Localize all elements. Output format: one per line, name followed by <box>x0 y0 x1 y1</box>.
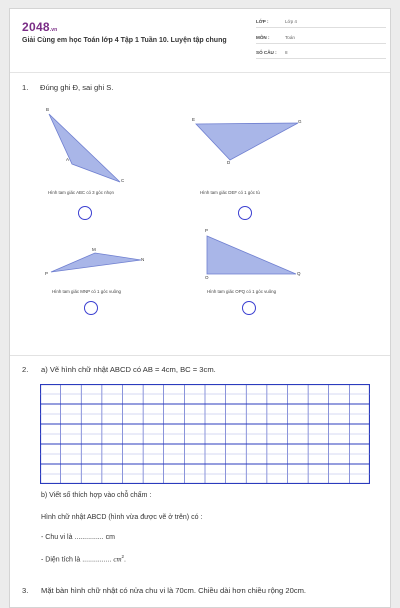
question-divider <box>10 355 390 356</box>
triangle-def <box>196 123 298 160</box>
worksheet-page <box>9 8 391 608</box>
vertex-p2: P <box>205 228 209 233</box>
vertex-n: N <box>141 257 145 262</box>
vertex-d: D <box>227 160 231 165</box>
q2-area-line: - Diện tích là ............... $cm^2$. <box>41 554 126 564</box>
vertex-g: G <box>298 119 302 124</box>
triangle-opq <box>207 236 296 274</box>
q2-number: 2. <box>22 365 29 374</box>
answer-circle-mnp[interactable] <box>84 301 98 315</box>
vertex-e: E <box>192 117 196 122</box>
q2-part-b: b) Viết số thích hợp vào chỗ chấm : <box>41 492 152 499</box>
caption-opq: Hình tam giác OPQ có 1 góc vuông <box>207 289 277 294</box>
meta-subject: MÔN : Toán <box>256 33 386 44</box>
caption-abc: Hình tam giác ABC có 3 góc nhọn <box>48 190 114 195</box>
vertex-b: B <box>46 107 50 112</box>
q2-perimeter-line: - Chu vi là ............... cm <box>41 534 115 541</box>
vertex-p: P <box>45 271 49 276</box>
answer-circle-def[interactable] <box>238 206 252 220</box>
caption-mnp: Hình tam giác MNP có 1 góc vuông <box>52 289 121 294</box>
q1-number: 1. <box>22 83 29 92</box>
q1-triangles <box>10 9 390 349</box>
site-logo[interactable]: 2048.vn <box>22 20 58 34</box>
q2-part-a: a) Vẽ hình chữ nhật ABCD có AB = 4cm, BC = 3cm. <box>41 365 216 374</box>
vertex-m: M <box>92 247 96 252</box>
caption-def: Hình tam giác DEF có 1 góc tù <box>200 190 260 195</box>
answer-circle-opq[interactable] <box>242 301 256 315</box>
triangle-abc <box>49 114 120 182</box>
meta-question-count: SỐ CÂU : 8 <box>256 48 386 59</box>
drawing-grid[interactable] <box>40 384 370 484</box>
vertex-a: A <box>66 157 70 162</box>
q1-prompt: Đúng ghi Đ, sai ghi S. <box>40 83 114 92</box>
answer-circle-abc[interactable] <box>78 206 92 220</box>
vertex-o: O <box>205 275 209 280</box>
vertex-c: C <box>121 178 125 183</box>
q3-number: 3. <box>22 586 29 595</box>
q2-line1: Hình chữ nhật ABCD (hình vừa được vẽ ở trên) có : <box>41 514 203 521</box>
q3-text: Mặt bàn hình chữ nhật có nửa chu vi là 70cm. Chiều dài hơn chiều rộng 20cm. <box>41 586 307 595</box>
meta-class: LỚP : Lớp 4 <box>256 17 386 28</box>
page-title: Giải Cùng em học Toán lớp 4 Tập 1 Tuần 10. Luyện tập chung <box>22 37 227 44</box>
triangle-mnp <box>51 253 141 272</box>
vertex-q: Q <box>297 271 301 276</box>
